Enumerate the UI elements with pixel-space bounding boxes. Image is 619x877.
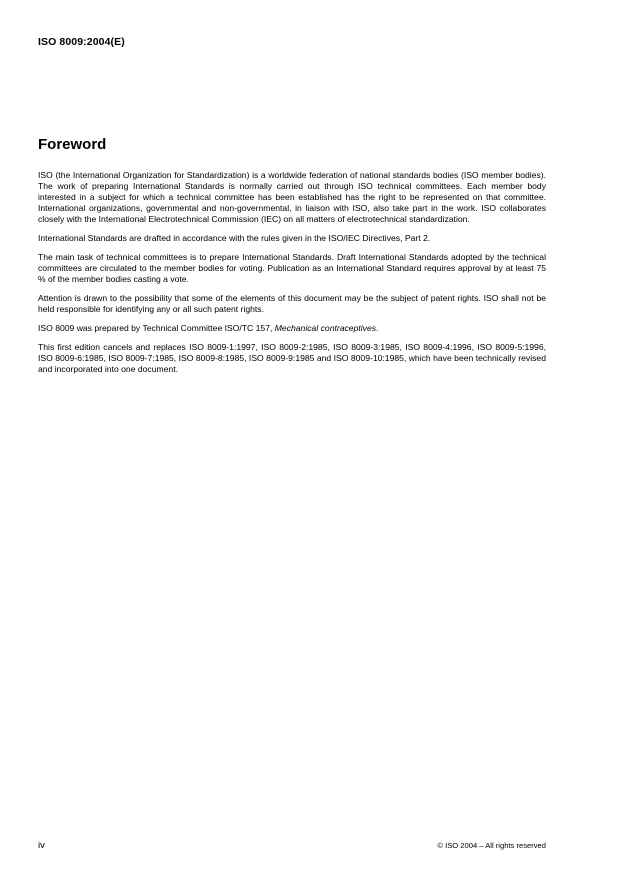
paragraph-edition-note: This first edition cancels and replaces ISO 8009-1:1997, ISO 8009-2:1985, ISO 8009-3:1985, ISO 8009-4:1996, ISO 8009-5:1996, ISO 8009-6:1985, ISO 8009-7:1985, ISO 8009-8:1985, ISO 8009-9:1985 and ISO 8009-10:1985, which have been technically revised and incorporated into one document. — [38, 341, 546, 374]
paragraph-committee-task: The main task of technical committees is to prepare International Standards. Draft International Standards adopted by the technical committees are circulated to the member bodies for voting. Publication as an International Standard requires approval by at least 75 % of the member bodies casting a vote. — [38, 251, 546, 284]
copyright-notice: © ISO 2004 – All rights reserved — [437, 841, 546, 850]
prepared-by-end: . — [376, 322, 379, 333]
prepared-by-text: ISO 8009 was prepared by Technical Committee ISO/TC 157, — [38, 322, 275, 333]
page-number: iv — [38, 840, 45, 851]
paragraph-drafting-rules: International Standards are drafted in accordance with the rules given in the ISO/IEC Directives, Part 2. — [38, 232, 431, 243]
paragraph-iso-overview: ISO (the International Organization for Standardization) is a worldwide federation of national standards bodies (ISO member bodies). The work of preparing International Standards is normally carried out through ISO technical committees. Each member body interested in a subject for which a technical committee has been established has the right to be represented on that committee. International organizations, governmental and non-governmental, in liaison with ISO, also take part in the work. ISO collaborates closely with the International Electrotechnical Commission (IEC) on all matters of electrotechnical standardization. — [38, 170, 546, 224]
document-identifier: ISO 8009:2004(E) — [38, 36, 125, 48]
foreword-body — [38, 170, 546, 383]
paragraph-patent-rights: Attention is drawn to the possibility that some of the elements of this document may be the subject of patent rights. ISO shall not be held responsible for identifying any or all such patent rights. — [38, 292, 546, 314]
paragraph-prepared-by — [38, 323, 546, 334]
committee-name: Mechanical contraceptives — [274, 322, 377, 333]
section-title: Foreword — [38, 136, 107, 153]
